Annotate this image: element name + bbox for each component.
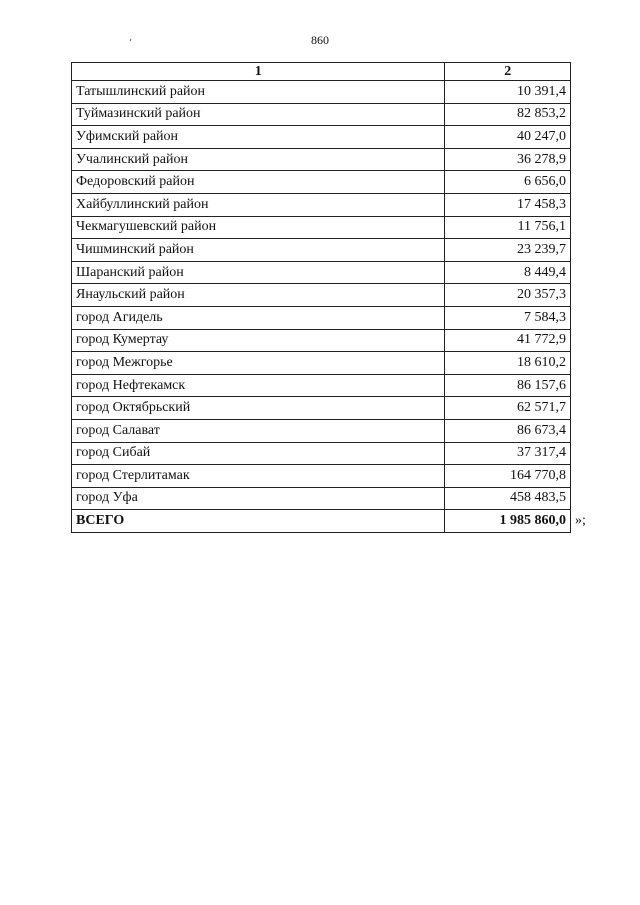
table-row xyxy=(72,216,571,239)
row-value: 36 278,9 xyxy=(445,148,571,171)
page-number: 860 xyxy=(311,33,329,47)
row-name: город Салават xyxy=(72,419,445,442)
row-name: город Октябрьский xyxy=(72,397,445,420)
row-value: 11 756,1 xyxy=(445,216,571,239)
table-row xyxy=(72,193,571,216)
row-name: Хайбуллинский район xyxy=(72,193,445,216)
row-value: 7 584,3 xyxy=(445,306,571,329)
table-row xyxy=(72,126,571,149)
table-row xyxy=(72,374,571,397)
row-name: Федоровский район xyxy=(72,171,445,194)
row-value: 86 673,4 xyxy=(445,419,571,442)
row-name: город Межгорье xyxy=(72,352,445,375)
table-row xyxy=(72,284,571,307)
table-row xyxy=(72,419,571,442)
row-name: город Стерлитамак xyxy=(72,465,445,488)
row-name: Туймазинский район xyxy=(72,103,445,126)
table-row xyxy=(72,261,571,284)
table-row xyxy=(72,103,571,126)
row-name: Чишминский район xyxy=(72,239,445,262)
total-label: ВСЕГО xyxy=(72,510,445,533)
row-value: 164 770,8 xyxy=(445,465,571,488)
row-name: Шаранский район xyxy=(72,261,445,284)
row-name: город Агидель xyxy=(72,306,445,329)
row-name: Чекмагушевский район xyxy=(72,216,445,239)
column-header-1: 1 xyxy=(72,63,445,81)
row-name: город Сибай xyxy=(72,442,445,465)
table-row xyxy=(72,352,571,375)
table-row xyxy=(72,397,571,420)
row-name: город Нефтекамск xyxy=(72,374,445,397)
row-name: Янаульский район xyxy=(72,284,445,307)
row-value: 6 656,0 xyxy=(445,171,571,194)
table-row xyxy=(72,81,571,104)
row-value: 23 239,7 xyxy=(445,239,571,262)
table-row xyxy=(72,239,571,262)
row-value: 41 772,9 xyxy=(445,329,571,352)
row-name: Учалинский район xyxy=(72,148,445,171)
total-row xyxy=(72,510,571,533)
table-row xyxy=(72,171,571,194)
closing-quote-mark: »; xyxy=(575,513,586,528)
row-value: 17 458,3 xyxy=(445,193,571,216)
table-row xyxy=(72,148,571,171)
row-value: 86 157,6 xyxy=(445,374,571,397)
row-value: 458 483,5 xyxy=(445,487,571,510)
row-value: 18 610,2 xyxy=(445,352,571,375)
row-value: 62 571,7 xyxy=(445,397,571,420)
column-header-2: 2 xyxy=(445,63,571,81)
row-name: Уфимский район xyxy=(72,126,445,149)
table-header-row xyxy=(72,63,571,81)
row-value: 37 317,4 xyxy=(445,442,571,465)
row-value: 8 449,4 xyxy=(445,261,571,284)
row-value: 40 247,0 xyxy=(445,126,571,149)
row-value: 82 853,2 xyxy=(445,103,571,126)
table-row xyxy=(72,306,571,329)
row-value: 10 391,4 xyxy=(445,81,571,104)
table-row xyxy=(72,442,571,465)
table-row xyxy=(72,487,571,510)
row-name: город Уфа xyxy=(72,487,445,510)
row-name: город Кумертау xyxy=(72,329,445,352)
table-row xyxy=(72,329,571,352)
total-value: 1 985 860,0 xyxy=(445,510,571,533)
table-row xyxy=(72,465,571,488)
data-table xyxy=(71,62,571,533)
row-value: 20 357,3 xyxy=(445,284,571,307)
row-name: Татышлинский район xyxy=(72,81,445,104)
